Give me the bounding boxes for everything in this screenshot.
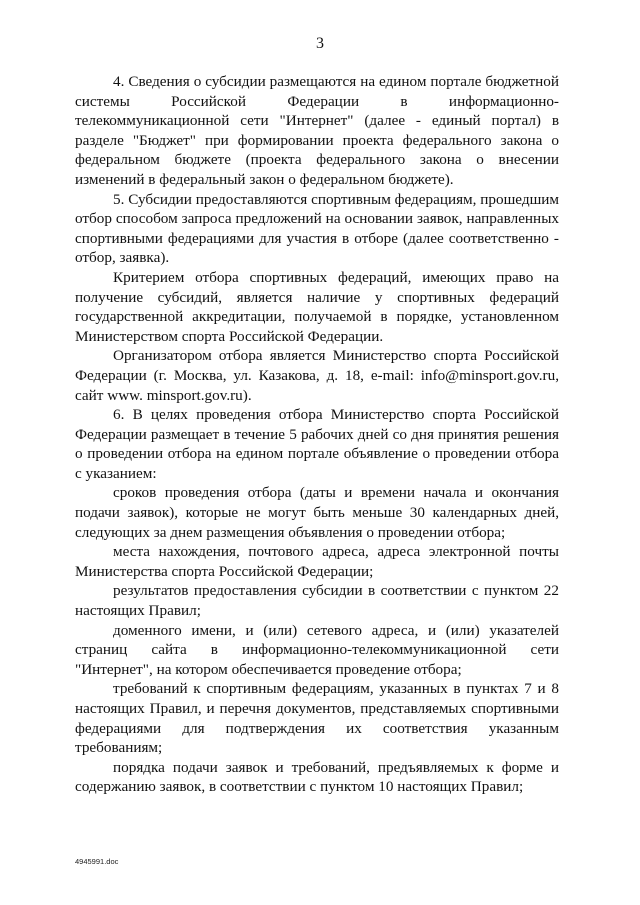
list-item-federation-requirements: требований к спортивным федерациям, указанных в пунктах 7 и 8 настоящих Правил, и перечня документов, представляемых спортивными федерациями для подтверждения их соответствия указанным требованиям; (75, 680, 559, 757)
paragraph-selection-criterion: Критерием отбора спортивных федераций, имеющих право на получение субсидий, является наличие у спортивных федераций государственной аккредитации, получаемой в порядке, установленном Министерством спорта Российской Федерации. (75, 268, 559, 345)
list-item-subsidy-results: результатов предоставления субсидии в соответствии с пунктом 22 настоящих Правил; (75, 582, 559, 620)
list-item-domain-name: доменного имени, и (или) сетевого адреса, и (или) указателей страниц сайта в информационно-телекоммуникационной сети "Интернет", на котором обеспечивается проведение отбора; (75, 621, 559, 678)
paragraph-4-subsidy-info: 4. Сведения о субсидии размещаются на едином портале бюджетной системы Российской Федерации в информационно-телекоммуникационной сети "Интернет" (далее - единый портал) в разделе "Бюджет" при формировании проекта федерального закона о федеральном бюджете (проекта федерального закона о внесении изменений в федеральный закон о федеральном бюджете). (75, 73, 559, 188)
document-body (75, 72, 559, 797)
page-number: 3 (316, 35, 324, 52)
paragraph-6-announcement: 6. В целях проведения отбора Министерство спорта Российской Федерации размещает в течение 5 рабочих дней со дня принятия решения о проведении отбора на едином портале объявление о проведении отбора с указанием: (75, 406, 559, 482)
document-file-code: 4945991.doc (75, 857, 119, 866)
list-item-selection-dates: сроков проведения отбора (даты и времени начала и окончания подачи заявок), которые не могут быть меньше 30 календарных дней, следующих за днем размещения объявления о проведении отбора; (75, 484, 559, 541)
list-item-application-procedure: порядка подачи заявок и требований, предъявляемых к форме и содержанию заявок, в соответствии с пунктом 10 настоящих Правил; (75, 758, 559, 796)
paragraph-selection-organizer: Организатором отбора является Министерство спорта Российской Федерации (г. Москва, ул. Казакова, д. 18, e-mail: info@minsport.gov.ru, сайт www. minsport.gov.ru). (75, 347, 559, 404)
paragraph-5-subsidy-recipients: 5. Субсидии предоставляются спортивным федерациям, прошедшим отбор способом запроса предложений на основании заявок, направленных спортивными федерациями для участия в отборе (далее соответственно - отбор, заявка). (75, 190, 559, 267)
list-item-contact-addresses: места нахождения, почтового адреса, адреса электронной почты Министерства спорта Российской Федерации; (75, 543, 559, 580)
